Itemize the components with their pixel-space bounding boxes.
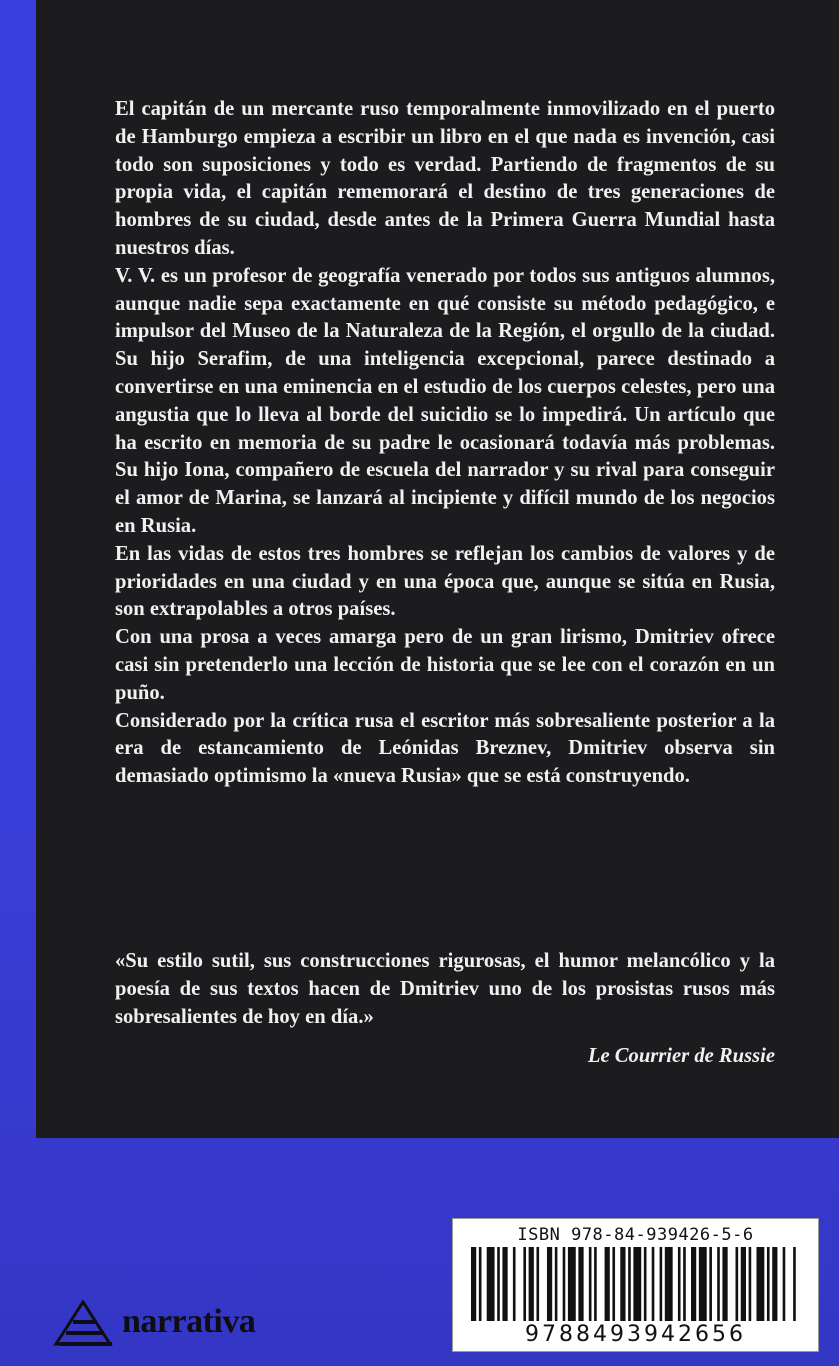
barcode-bar — [633, 1247, 641, 1321]
barcode-bar — [683, 1247, 686, 1321]
barcode-bar — [644, 1247, 647, 1321]
narrativa-logo-icon — [52, 1300, 114, 1346]
isbn-label: ISBN 978-84-939426-5-6 — [517, 1225, 754, 1245]
barcode-bar — [612, 1247, 615, 1321]
synopsis-paragraph: Considerado por la crítica rusa el escritor más sobresaliente posterior a la era de estancamiento de Leónidas Breznev, Dmitriev observa sin demasiado optimismo la «nueva Rusia» que se está construyendo. — [115, 709, 775, 788]
synopsis-paragraph: El capitán de un mercante ruso temporalmente inmovilizado en el puerto de Hamburgo empieza a escribir un libro en el que nada es invención, casi todo son suposiciones y todo es verdad. Partiendo de fragmentos de su propia vida, el capitán rememorará el destino de tres generaciones de hombres de su ciudad, desde antes de la Primera Guerra Mundial hasta nuestros días. — [115, 98, 775, 259]
barcode-bar — [793, 1247, 796, 1321]
barcode-bar — [783, 1247, 786, 1321]
barcode-bars — [471, 1247, 801, 1321]
barcode-bar — [523, 1247, 526, 1321]
barcode-bar — [589, 1247, 592, 1321]
barcode-bar — [660, 1247, 663, 1321]
barcode-bar — [555, 1247, 558, 1321]
barcode-bar — [691, 1247, 696, 1321]
barcode-bar — [513, 1247, 516, 1321]
barcode-bar — [678, 1247, 681, 1321]
barcode-bar — [536, 1247, 539, 1321]
barcode-bar — [772, 1247, 777, 1321]
synopsis — [115, 96, 775, 791]
barcode-bar — [620, 1247, 625, 1321]
barcode-bar — [756, 1247, 764, 1321]
barcode-bar — [722, 1247, 727, 1321]
barcode-bar — [471, 1247, 476, 1321]
barcode-bar — [568, 1247, 576, 1321]
synopsis-paragraph: Con una prosa a veces amarga pero de un gran lirismo, Dmitriev ofrece casi sin pretenderlo una lección de historia que se lee con el corazón en un puño. — [115, 626, 775, 704]
barcode-bar — [479, 1247, 482, 1321]
barcode — [452, 1218, 819, 1352]
barcode-bar — [605, 1247, 610, 1321]
barcode-bar — [717, 1247, 720, 1321]
barcode-bar — [665, 1247, 673, 1321]
publisher-name: narrativa — [122, 1303, 256, 1340]
barcode-bar — [709, 1247, 712, 1321]
barcode-bar — [699, 1247, 707, 1321]
barcode-bar — [529, 1247, 534, 1321]
barcode-bar — [578, 1247, 583, 1321]
barcode-bar — [563, 1247, 566, 1321]
barcode-bar — [502, 1247, 507, 1321]
review-quote: «Su estilo sutil, sus construcciones rigurosas, el humor melancólico y la poesía de sus textos hacen de Dmitriev uno de los prosistas rusos más sobresalientes de hoy en día.» — [115, 950, 775, 1028]
barcode-bar — [767, 1247, 770, 1321]
barcode-bar — [628, 1247, 631, 1321]
barcode-bar — [487, 1247, 495, 1321]
barcode-bar — [749, 1247, 752, 1321]
barcode-bar — [736, 1247, 739, 1321]
barcode-number: 9788493942656 — [525, 1322, 746, 1347]
synopsis-paragraph: En las vidas de estos tres hombres se reflejan los cambios de valores y de prioridades en una ciudad y en una época que, aunque se sitúa en Rusia, son extrapolables a otros países. — [115, 542, 775, 621]
barcode-bar — [497, 1247, 500, 1321]
barcode-bar — [741, 1247, 746, 1321]
barcode-bar — [547, 1247, 552, 1321]
barcode-bar — [594, 1247, 597, 1321]
synopsis-paragraph: V. V. es un profesor de geografía venerado por todos sus antiguos alumnos, aunque nadie sepa exactamente en qué consiste su método pedagógico, e impulsor del Museo de la Naturaleza de la Región, el orgullo de la ciudad. Su hijo Serafim, de una inteligencia excepcional, parece destinado a convertirse en una eminencia en el estudio de los cuerpos celestes, pero una angustia que lo lleva al borde del suicidio se lo impedirá. Un artículo que ha escrito en memoria de su padre le ocasionará todavía más problemas. Su hijo Iona, compañero de escuela del narrador y su rival para conseguir el amor de Marina, se lanzará al incipiente y difícil mundo de los negocios en Rusia. — [115, 264, 775, 537]
review-source: Le Courrier de Russie — [587, 1045, 775, 1067]
barcode-bar — [652, 1247, 655, 1321]
